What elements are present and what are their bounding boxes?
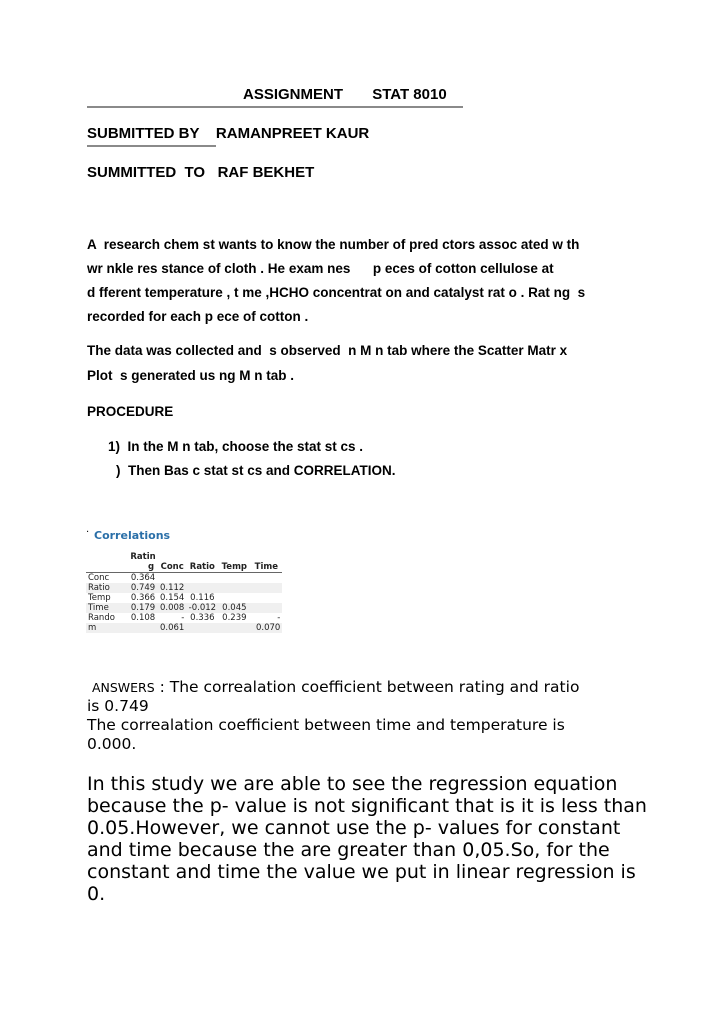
table-cell: 0.154: [160, 593, 185, 603]
header-ratio: Ratio: [189, 562, 215, 572]
table-cell: [218, 573, 250, 584]
header-rating: [128, 552, 158, 573]
table-cell: 0.749: [130, 583, 156, 593]
table-row: [86, 623, 282, 633]
table-row: [86, 613, 282, 623]
table-cell: 0.336: [190, 613, 215, 623]
row-label: Rando: [88, 613, 115, 623]
table-cell: 0.045: [222, 603, 247, 613]
correlations-bullet: ·: [86, 527, 90, 538]
table-cell: -: [181, 613, 185, 623]
table-cell: -0.012: [188, 603, 217, 613]
row-label: Time: [88, 603, 109, 613]
table-cell: [250, 573, 282, 584]
answers-line-2: is 0.749: [87, 697, 149, 715]
table-row: [86, 593, 282, 603]
table-cell: [218, 623, 250, 633]
procedure-step-2: ) Then Bas c stat st cs and CORRELATION.: [116, 463, 396, 478]
title-underline: [87, 106, 463, 108]
assignment-title: [243, 86, 447, 103]
table-cell: [186, 583, 218, 593]
row-label: Ratio: [88, 583, 110, 593]
table-cell: [218, 593, 250, 603]
table-cell: [250, 603, 282, 613]
intro-line-1: A research chem st wants to know the number of pred ctors assoc ated w th: [87, 237, 580, 252]
header-temp: Temp: [221, 562, 248, 572]
data-note-line-2: Plot s generated us ng M n tab .: [87, 368, 295, 383]
answers-line-3: The correalation coefficient between time and temperature is: [87, 716, 565, 734]
table-cell: [158, 573, 186, 584]
correlation-table: [86, 552, 282, 633]
title-left: ASSIGNMENT: [243, 86, 344, 103]
table-cell: 0.364: [130, 573, 156, 583]
procedure-heading: PROCEDURE: [87, 404, 174, 419]
table-cell: 0.061: [160, 623, 185, 633]
answers-line-1: [87, 678, 579, 697]
answers-label: ANSWERS: [91, 680, 155, 695]
table-cell: [186, 573, 218, 584]
header-rating-part2: g: [147, 562, 155, 572]
table-cell: [218, 583, 250, 593]
submitted-by-line: [87, 125, 369, 142]
submitted-to-label: SUMMITTED TO: [87, 164, 206, 181]
table-cell: 0.070: [256, 623, 281, 633]
submitted-to-line: [87, 164, 314, 181]
row-label: Temp: [88, 593, 111, 603]
table-cell: [250, 593, 282, 603]
submitted-by-label: SUBMITTED BY: [87, 125, 200, 142]
row-label: Conc: [88, 573, 110, 583]
header-conc: Conc: [160, 562, 184, 572]
table-row: [86, 573, 282, 584]
table-cell: 0.366: [130, 593, 156, 603]
submitted-by-underline: [87, 145, 216, 147]
table-cell: [128, 623, 158, 633]
answers-text-1: : The correalation coefficient between rating and ratio: [154, 678, 580, 696]
correlations-title: Correlations: [94, 529, 171, 542]
intro-line-2: wr nkle res stance of cloth . He exam nes p eces of cotton cellulose at: [87, 261, 554, 276]
table-cell: [186, 623, 218, 633]
table-cell: -: [277, 613, 281, 623]
correlation-header-row: [86, 552, 282, 573]
answers-line-4: 0.000.: [87, 735, 137, 753]
header-rating-part1: Ratin: [130, 552, 156, 562]
header-time: Time: [254, 562, 279, 572]
table-cell: 0.112: [160, 583, 185, 593]
table-cell: 0.116: [190, 593, 215, 603]
table-row: [86, 583, 282, 593]
submitted-to-name: RAF BEKHET: [217, 164, 315, 181]
intro-line-4: recorded for each p ece of cotton .: [87, 309, 309, 324]
table-cell: 0.108: [130, 613, 156, 623]
row-label: m: [88, 623, 97, 633]
intro-line-3: d fferent temperature , t me ,HCHO concentrat on and catalyst rat o . Rat ng s: [87, 285, 586, 300]
conclusion-paragraph: In this study we are able to see the regression equation because the p- value is not significant that is it is less than 0.05.However, we cannot use the p- values for constant and time because the are greater than 0,05.So, for the constant and time the value we put in linear regression is 0.: [87, 773, 647, 905]
procedure-step-1: 1) In the M n tab, choose the stat st cs .: [108, 439, 364, 454]
title-right: STAT 8010: [372, 86, 447, 103]
table-cell: 0.008: [160, 603, 185, 613]
table-cell: 0.239: [222, 613, 247, 623]
table-cell: [250, 583, 282, 593]
table-row: [86, 603, 282, 613]
data-note-line-1: The data was collected and s observed n M n tab where the Scatter Matr x: [87, 343, 568, 358]
table-cell: 0.179: [130, 603, 156, 613]
corner-cell: [86, 552, 128, 573]
submitted-by-name: RAMANPREET KAUR: [215, 125, 370, 142]
